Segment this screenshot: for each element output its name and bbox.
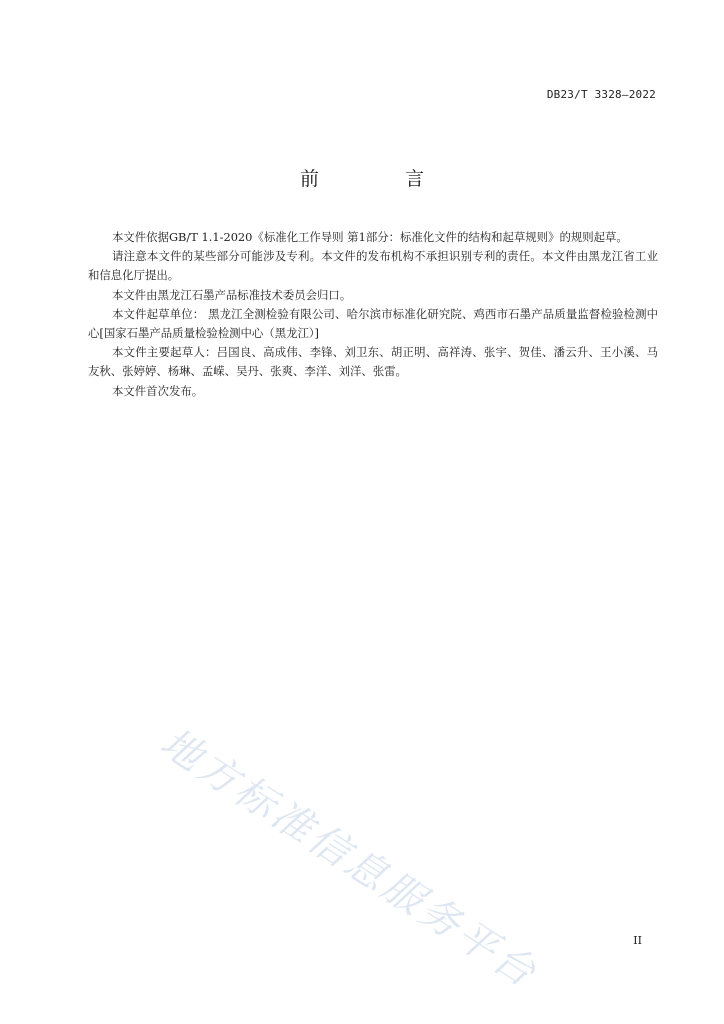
paragraph-committee: 本文件由黑龙江石墨产品标准技术委员会归口。 [112, 287, 352, 302]
page-title: 前 言 [299, 168, 465, 190]
paragraph-drafting-basis: 本文件依据GB/T 1.1-2020《标准化工作导则 第1部分：标准化文件的结构和起草规则》的规则起草。 [112, 230, 628, 244]
page-number: II [633, 934, 642, 947]
preface-body [88, 228, 658, 401]
paragraph-patent-notice: 请注意本文件的某些部分可能涉及专利。本文件的发布机构不承担识别专利的责任。本文件由黑龙江省工业和信息化厅提出。 [88, 249, 658, 283]
paragraph-drafters: 本文件主要起草人：吕国良、高成伟、李锋、刘卫东、胡正明、高祥涛、张宇、贺佳、潘云升、王小溪、马友秋、张婷婷、杨琳、孟嵘、吴丹、张爽、李洋、刘洋、张雷。 [88, 345, 658, 379]
document-code: DB23/T 3328—2022 [546, 88, 656, 101]
paragraph-drafting-units: 本文件起草单位： 黑龙江全测检验有限公司、哈尔滨市标准化研究院、鸡西市石墨产品质量监督检验检测中心[国家石墨产品质量检验检测中心（黑龙江）] [88, 306, 658, 341]
paragraph-first-release: 本文件首次发布。 [112, 383, 204, 398]
watermark: 地方标准信息服务平台 [152, 719, 547, 998]
